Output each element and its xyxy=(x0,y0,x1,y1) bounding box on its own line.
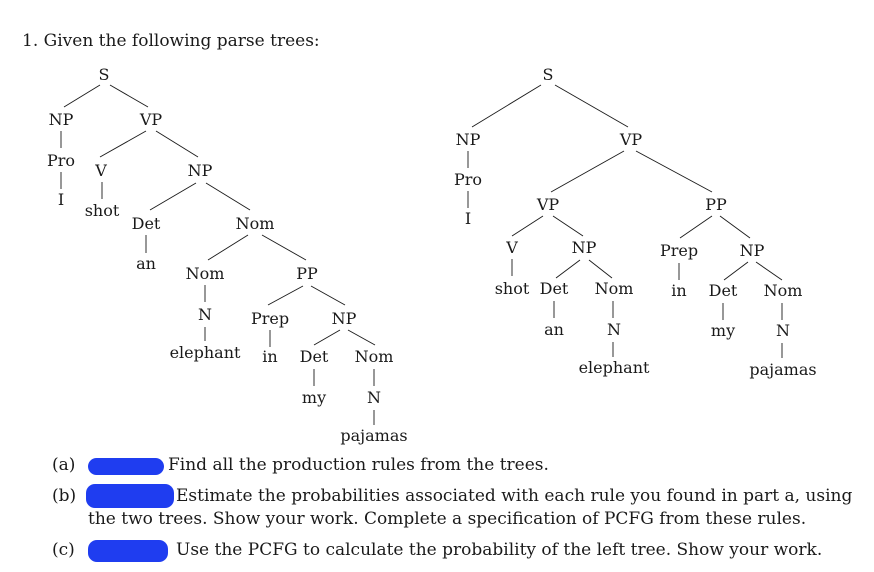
left-node-v: V xyxy=(95,161,107,180)
right-leaf-an: an xyxy=(544,320,564,339)
right-node-pp-n: N xyxy=(776,321,790,340)
right-node-v: V xyxy=(506,238,518,257)
part-c-text: Use the PCFG to calculate the probability of the left tree. Show your work. xyxy=(176,540,823,560)
left-leaf-i: I xyxy=(57,190,65,209)
part-b-label: (b) xyxy=(52,486,77,506)
right-node-pro: Pro xyxy=(453,170,483,189)
redaction-mark xyxy=(88,458,164,475)
question-prompt: Given the following parse trees: xyxy=(43,31,320,51)
left-node-det: Det xyxy=(131,214,161,233)
left-node-pro: Pro xyxy=(46,151,76,170)
question-number: 1. xyxy=(22,31,39,51)
right-leaf-i: I xyxy=(464,209,472,228)
right-node-nom: Nom xyxy=(594,279,634,298)
left-node-np: NP xyxy=(48,110,74,129)
left-node-inner-nom: Nom xyxy=(185,264,225,283)
right-parse-tree xyxy=(454,65,817,379)
left-node-s: S xyxy=(98,65,110,84)
left-leaf-an: an xyxy=(136,254,156,273)
left-node-prep: Prep xyxy=(250,309,290,328)
left-node-pp-n: N xyxy=(367,388,381,407)
left-node-n: N xyxy=(198,305,212,324)
left-node-vp: VP xyxy=(139,110,163,129)
right-node-n: N xyxy=(607,320,621,339)
left-node-object-np: NP xyxy=(187,161,213,180)
redaction-mark xyxy=(88,540,168,562)
right-node-pp-np: NP xyxy=(739,241,765,260)
left-node-pp-nom: Nom xyxy=(354,347,394,366)
part-a-text: Find all the production rules from the trees. xyxy=(168,455,549,475)
right-leaf-shot: shot xyxy=(494,279,530,298)
right-leaf-my: my xyxy=(710,321,736,340)
right-node-pp: PP xyxy=(705,195,727,214)
redaction-mark xyxy=(86,484,174,508)
right-node-pp-nom: Nom xyxy=(763,281,803,300)
right-node-pp-det: Det xyxy=(708,281,738,300)
part-b-text-line1: Estimate the probabilities associated with each rule you found in part a, using xyxy=(176,486,853,506)
right-node-inner-vp: VP xyxy=(536,195,560,214)
right-node-np: NP xyxy=(455,130,481,149)
right-node-vp: VP xyxy=(619,130,643,149)
right-leaf-in: in xyxy=(671,281,687,300)
left-leaf-in: in xyxy=(262,347,278,366)
left-parse-tree xyxy=(47,65,408,445)
part-a-label: (a) xyxy=(52,455,76,475)
left-leaf-my: my xyxy=(301,388,327,407)
left-node-pp-np: NP xyxy=(331,309,357,328)
left-node-pp: PP xyxy=(296,264,318,283)
left-leaf-elephant: elephant xyxy=(169,343,241,362)
left-leaf-shot: shot xyxy=(84,201,120,220)
right-node-prep: Prep xyxy=(659,241,699,260)
right-leaf-pajamas: pajamas xyxy=(749,360,817,379)
left-leaf-pajamas: pajamas xyxy=(340,426,408,445)
part-b-text-line2: the two trees. Show your work. Complete a specification of PCFG from these rules. xyxy=(88,509,807,529)
right-node-object-np: NP xyxy=(571,238,597,257)
left-node-pp-det: Det xyxy=(299,347,329,366)
right-node-s: S xyxy=(542,65,554,84)
right-node-det: Det xyxy=(539,279,569,298)
right-leaf-elephant: elephant xyxy=(578,358,650,377)
part-c-label: (c) xyxy=(52,540,75,560)
left-node-nom: Nom xyxy=(235,214,275,233)
